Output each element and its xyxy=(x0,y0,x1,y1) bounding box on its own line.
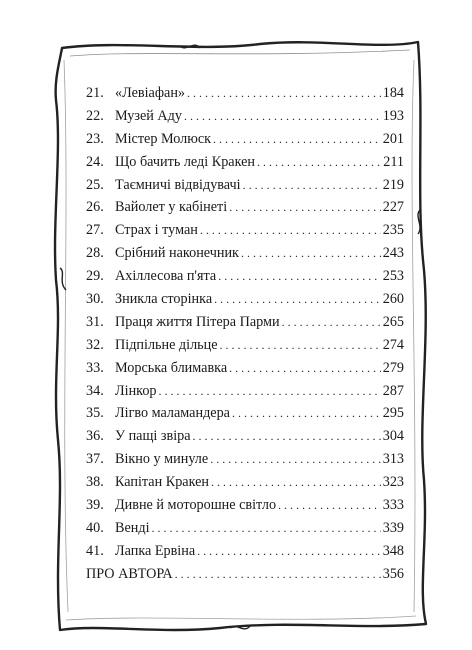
chapter-number: 39. xyxy=(86,497,104,514)
table-of-contents xyxy=(86,82,404,586)
dot-leader xyxy=(282,311,381,334)
chapter-title: Лапка Ервіна xyxy=(115,542,196,559)
toc-entry[interactable] xyxy=(86,402,404,425)
toc-entry[interactable] xyxy=(86,311,404,334)
dot-leader xyxy=(193,425,381,448)
chapter-number: 37. xyxy=(86,451,104,468)
page-number: 279 xyxy=(382,359,404,376)
dot-leader xyxy=(278,494,381,517)
toc-entry[interactable] xyxy=(86,242,404,265)
chapter-number: 28. xyxy=(86,245,104,262)
page-number: 287 xyxy=(382,382,404,399)
toc-entry[interactable] xyxy=(86,448,404,471)
chapter-title: Дивне й моторошне світло xyxy=(115,497,277,514)
toc-entry[interactable] xyxy=(86,196,404,219)
page-number: 243 xyxy=(382,245,404,262)
toc-entry[interactable] xyxy=(86,540,404,563)
toc-entry-about-author[interactable] xyxy=(86,563,404,586)
chapter-title: «Левіафан» xyxy=(115,85,186,101)
chapter-number: 22. xyxy=(86,107,104,124)
toc-entry[interactable] xyxy=(86,494,404,517)
chapter-title: Ахіллесова п'ята xyxy=(115,268,217,285)
dot-leader xyxy=(187,82,381,105)
page-number: 313 xyxy=(382,451,404,468)
chapter-number: 29. xyxy=(86,268,104,285)
dot-leader xyxy=(200,219,381,242)
chapter-number: 26. xyxy=(86,199,104,216)
dot-leader xyxy=(175,563,381,586)
chapter-number: 25. xyxy=(86,176,104,193)
toc-entry[interactable] xyxy=(86,517,404,540)
dot-leader xyxy=(184,105,381,128)
chapter-number: 27. xyxy=(86,222,104,239)
toc-entry[interactable] xyxy=(86,219,404,242)
page-number: 339 xyxy=(382,519,404,536)
page-number: 201 xyxy=(382,130,404,147)
toc-entry[interactable] xyxy=(86,334,404,357)
dot-leader xyxy=(229,357,381,380)
chapter-number: 31. xyxy=(86,313,104,330)
toc-entry[interactable] xyxy=(86,265,404,288)
chapter-title: Містер Молюск xyxy=(115,130,212,147)
page-number: 348 xyxy=(382,542,404,559)
page-number: 235 xyxy=(382,222,404,239)
chapter-title: Праця життя Пітера Парми xyxy=(115,313,280,330)
page-number: 193 xyxy=(382,107,404,124)
page-number: 295 xyxy=(382,405,404,422)
chapter-title: Зникла сторінка xyxy=(115,291,213,308)
chapter-title: Вайолет у кабінеті xyxy=(115,199,228,216)
chapter-title: Що бачить леді Кракен xyxy=(115,153,256,170)
chapter-number: 23. xyxy=(86,130,104,147)
page-number: 260 xyxy=(382,291,404,308)
dot-leader xyxy=(241,242,381,265)
page-number: 184 xyxy=(382,85,404,101)
dot-leader xyxy=(229,196,381,219)
dot-leader xyxy=(159,380,381,403)
chapter-title: Таємничі відвідувачі xyxy=(115,176,241,193)
dot-leader xyxy=(214,288,381,311)
chapter-number: 35. xyxy=(86,405,104,422)
chapter-number: 41. xyxy=(86,542,104,559)
chapter-title: Капітан Кракен xyxy=(115,474,210,491)
dot-leader xyxy=(232,402,381,425)
chapter-number: 30. xyxy=(86,291,104,308)
chapter-number: 32. xyxy=(86,336,104,353)
chapter-number: 40. xyxy=(86,519,104,536)
toc-entry[interactable] xyxy=(86,82,404,105)
page-number: 211 xyxy=(383,153,404,170)
chapter-number: 34. xyxy=(86,382,104,399)
dot-leader xyxy=(152,517,381,540)
dot-leader xyxy=(197,540,381,563)
dot-leader xyxy=(213,128,381,151)
chapter-title: Лігво маламандера xyxy=(115,405,230,422)
page-number: 356 xyxy=(382,565,404,582)
page-number: 274 xyxy=(382,336,404,353)
chapter-number: 21. xyxy=(86,85,104,101)
page-number: 323 xyxy=(382,474,404,491)
toc-entry[interactable] xyxy=(86,174,404,197)
toc-entry[interactable] xyxy=(86,128,404,151)
toc-entry[interactable] xyxy=(86,380,404,403)
dot-leader xyxy=(257,151,381,174)
chapter-title: Страх і туман xyxy=(115,222,198,239)
toc-entry[interactable] xyxy=(86,425,404,448)
about-author-title: ПРО АВТОРА xyxy=(86,565,173,582)
chapter-title: Підпільне дільце xyxy=(115,336,218,353)
toc-entry[interactable] xyxy=(86,288,404,311)
dot-leader xyxy=(243,174,381,197)
chapter-title: Срібний наконечник xyxy=(115,245,239,262)
page-number: 265 xyxy=(382,313,404,330)
chapter-title: Венді xyxy=(115,519,150,536)
page-number: 219 xyxy=(382,176,404,193)
chapter-number: 33. xyxy=(86,359,104,376)
dot-leader xyxy=(211,471,381,494)
page-number: 253 xyxy=(382,268,404,285)
chapter-title: Морська блимавка xyxy=(115,359,228,376)
chapter-number: 38. xyxy=(86,474,104,491)
dot-leader xyxy=(218,265,381,288)
chapter-title: Музей Аду xyxy=(115,107,182,124)
chapter-title: У пащі звіра xyxy=(115,428,191,445)
dot-leader xyxy=(210,448,381,471)
dot-leader xyxy=(220,334,381,357)
page-number: 333 xyxy=(382,497,404,514)
page-number: 227 xyxy=(382,199,404,216)
toc-entry[interactable] xyxy=(86,151,404,174)
toc-entry[interactable] xyxy=(86,357,404,380)
toc-entry[interactable] xyxy=(86,105,404,128)
toc-entry[interactable] xyxy=(86,471,404,494)
chapter-number: 24. xyxy=(86,153,104,170)
chapter-title: Лінкор xyxy=(115,382,157,399)
page-number: 304 xyxy=(382,428,404,445)
chapter-title: Вікно у минуле xyxy=(115,451,209,468)
chapter-number: 36. xyxy=(86,428,104,445)
